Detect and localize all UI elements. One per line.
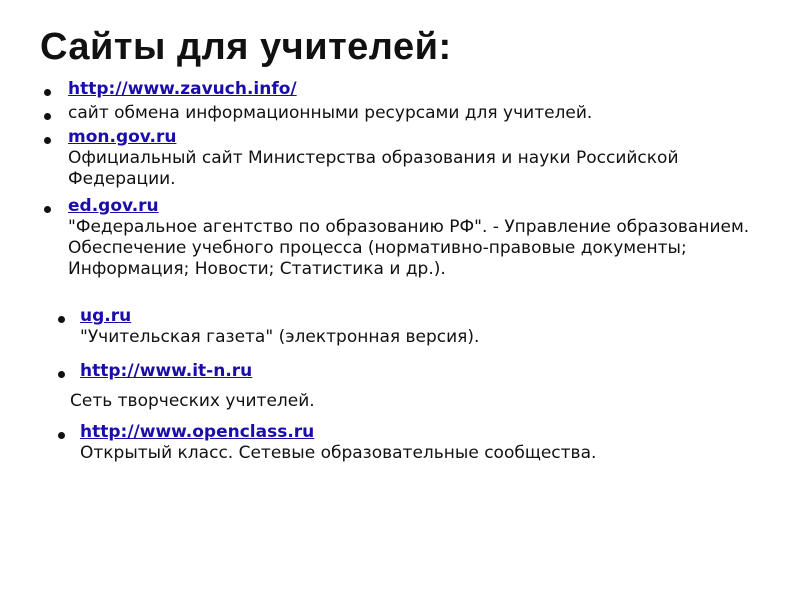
list-item-ed bbox=[68, 196, 768, 280]
item-description: Сеть творческих учителей. bbox=[70, 391, 315, 411]
link-zavuch[interactable]: http://www.zavuch.info/ bbox=[68, 79, 297, 99]
list-item-openclass bbox=[80, 422, 600, 464]
list-item-mon bbox=[68, 127, 748, 190]
slide-title: Сайты для учителей: bbox=[40, 26, 452, 68]
bullet-icon bbox=[44, 113, 51, 120]
link-ug[interactable]: ug.ru bbox=[80, 306, 132, 326]
list-item-itn bbox=[80, 361, 760, 382]
bullet-icon bbox=[44, 206, 51, 213]
bullet-icon bbox=[58, 432, 65, 439]
link-mon[interactable]: mon.gov.ru bbox=[68, 127, 177, 147]
bullet-icon bbox=[58, 371, 65, 378]
bullet-icon bbox=[44, 137, 51, 144]
item-description: "Федеральное агентство по образованию РФ". - Управление образованием. Обеспечение учебного процесса (нормативно-правовые документы; Информация; Новости; Статистика и др.). bbox=[68, 217, 750, 279]
bullet-icon bbox=[44, 89, 51, 96]
item-description: Открытый класс. Сетевые образовательные сообщества. bbox=[80, 443, 597, 463]
list-item-ug bbox=[80, 306, 760, 348]
list-item-itn-desc bbox=[70, 391, 750, 412]
item-description: Официальный сайт Министерства образования и науки Российской Федерации. bbox=[68, 148, 679, 189]
item-description: "Учительская газета" (электронная версия). bbox=[80, 327, 480, 347]
item-description: сайт обмена информационными ресурсами для учителей. bbox=[68, 103, 593, 123]
link-itn[interactable]: http://www.it-n.ru bbox=[80, 361, 253, 381]
list-item-zavuch-desc bbox=[68, 103, 768, 124]
list-item-zavuch bbox=[68, 79, 297, 100]
link-openclass[interactable]: http://www.openclass.ru bbox=[80, 422, 315, 442]
bullet-icon bbox=[58, 316, 65, 323]
link-ed[interactable]: ed.gov.ru bbox=[68, 196, 159, 216]
